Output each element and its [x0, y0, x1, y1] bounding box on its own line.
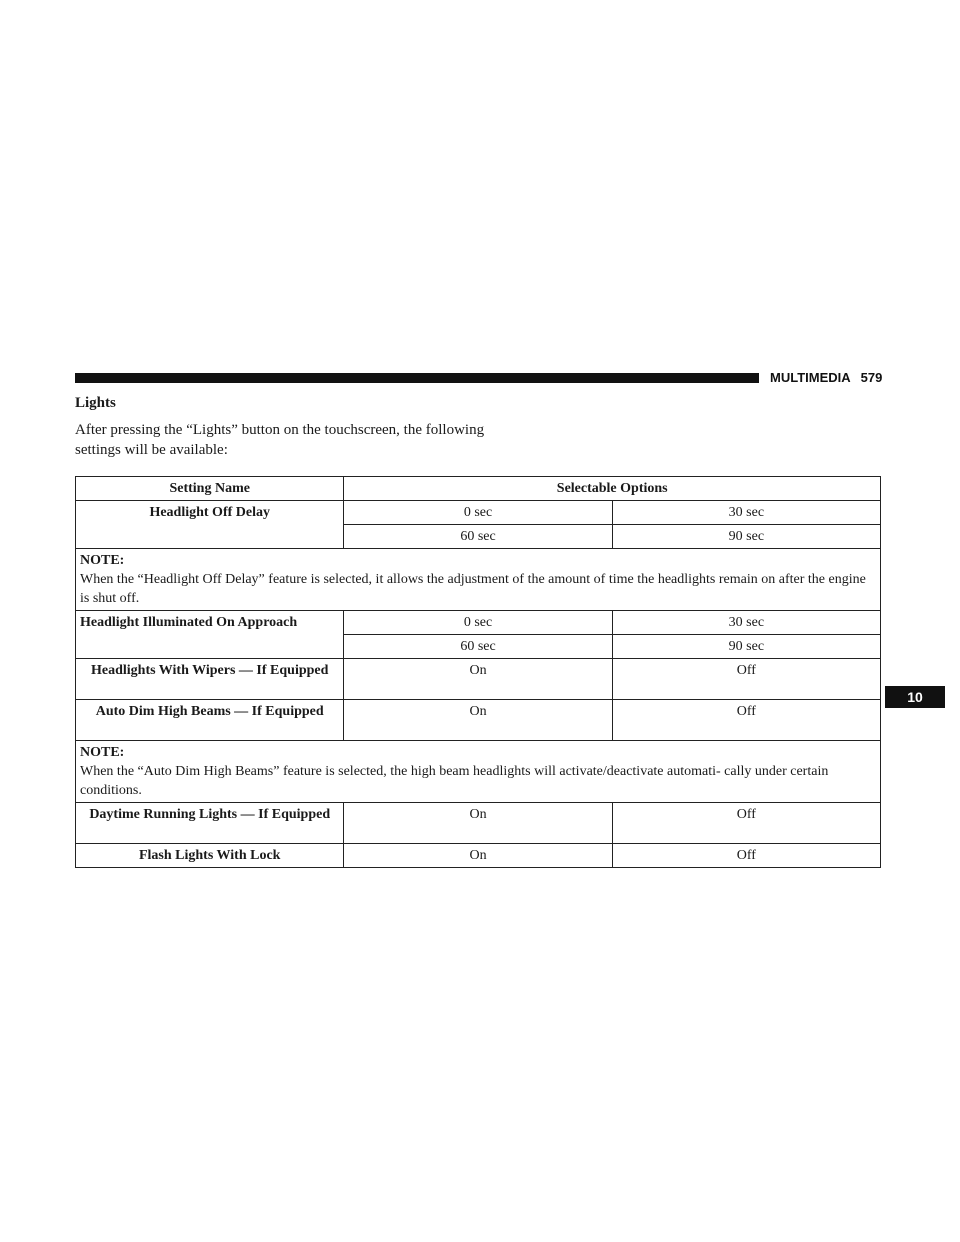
table-row [76, 501, 881, 525]
option-cell: 60 sec [344, 635, 612, 659]
option-cell: 0 sec [344, 611, 612, 635]
option-cell: Off [612, 659, 880, 700]
option-cell: On [344, 803, 612, 844]
note-text: When the “Auto Dim High Beams” feature is selected, the high beam headlights will activate/deactivate automati- cally under certain conditions. [80, 764, 829, 798]
header-rule [75, 373, 759, 383]
option-cell: On [344, 700, 612, 741]
page-number: 579 [860, 370, 883, 385]
intro-paragraph: After pressing the “Lights” button on the touchscreen, the following settings will be available: [75, 422, 485, 458]
setting-headlight-off-delay: Headlight Off Delay [76, 501, 344, 549]
setting-flash-lights-with-lock: Flash Lights With Lock [76, 844, 344, 868]
setting-headlights-with-wipers: Headlights With Wipers — If Equipped [76, 659, 344, 700]
note-row [76, 741, 881, 803]
setting-auto-dim-high-beams: Auto Dim High Beams — If Equipped [76, 700, 344, 741]
chapter-tab: 10 [885, 686, 945, 708]
table-row [76, 611, 881, 635]
option-cell: Off [612, 803, 880, 844]
col-header-options: Selectable Options [344, 477, 881, 501]
option-cell: 90 sec [612, 525, 880, 549]
section-name: MULTIMEDIA [770, 370, 851, 385]
note-text: When the “Headlight Off Delay” feature is selected, it allows the adjustment of the amount of time the headlights remain on after the engine is shut off. [80, 572, 866, 606]
table-row [76, 844, 881, 868]
table-row [76, 659, 881, 700]
option-cell: 60 sec [344, 525, 612, 549]
note-label: NOTE: [80, 553, 125, 568]
option-cell: Off [612, 700, 880, 741]
setting-headlight-illuminated-on-approach: Headlight Illuminated On Approach [76, 611, 344, 659]
note-cell [76, 549, 881, 611]
table-header-row [76, 477, 881, 501]
running-header [770, 369, 882, 387]
option-cell: 0 sec [344, 501, 612, 525]
section-title: Lights [75, 395, 116, 411]
col-header-setting: Setting Name [76, 477, 344, 501]
table-row [76, 803, 881, 844]
option-cell: On [344, 844, 612, 868]
note-row [76, 549, 881, 611]
setting-daytime-running-lights: Daytime Running Lights — If Equipped [76, 803, 344, 844]
option-cell: 90 sec [612, 635, 880, 659]
note-label: NOTE: [80, 745, 125, 760]
option-cell: 30 sec [612, 501, 880, 525]
option-cell: 30 sec [612, 611, 880, 635]
settings-table [75, 476, 881, 868]
option-cell: On [344, 659, 612, 700]
note-cell [76, 741, 881, 803]
option-cell: Off [612, 844, 880, 868]
table-row [76, 700, 881, 741]
